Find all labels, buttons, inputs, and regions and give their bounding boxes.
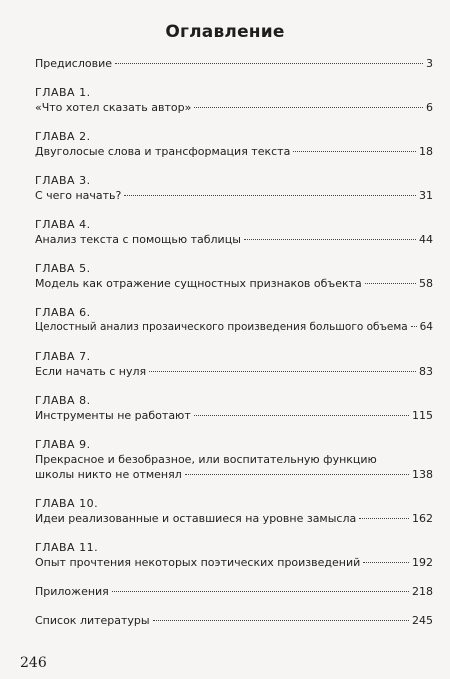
toc-page-number: 245 xyxy=(412,614,433,627)
toc-line xyxy=(35,364,433,379)
toc-line xyxy=(35,144,433,159)
toc-page-number: 138 xyxy=(412,468,433,481)
toc-line xyxy=(35,188,433,203)
toc-entry-title: Предисловие xyxy=(35,57,112,70)
toc-entry-title: С чего начать? xyxy=(35,189,122,202)
toc-entry-title-line-1: Прекрасное и безобразное, или воспитательную функцию xyxy=(35,453,377,466)
dot-leader xyxy=(153,619,409,621)
dot-leader xyxy=(115,62,423,64)
toc-entry-chapter-5 xyxy=(35,261,433,291)
dot-leader xyxy=(365,282,416,284)
dot-leader xyxy=(411,325,417,327)
chapter-label: ГЛАВА 8. xyxy=(35,394,91,407)
chapter-label: ГЛАВА 2. xyxy=(35,130,91,143)
chapter-label: ГЛАВА 4. xyxy=(35,218,91,231)
toc-entry-chapter-11 xyxy=(35,540,433,570)
toc-entry-chapter-2 xyxy=(35,129,433,159)
toc-entry-title: Анализ текста с помощью таблицы xyxy=(35,233,241,246)
toc-entry-title: Если начать с нуля xyxy=(35,365,147,378)
toc-entry-chapter-1 xyxy=(35,85,433,115)
table-of-contents xyxy=(35,52,433,628)
toc-line xyxy=(35,276,433,291)
toc-page-number: 64 xyxy=(419,321,433,333)
toc-page-number: 3 xyxy=(426,57,433,70)
chapter-label: ГЛАВА 1. xyxy=(35,86,91,99)
toc-page-number: 115 xyxy=(412,409,433,422)
dot-leader xyxy=(112,590,409,592)
toc-page-number: 58 xyxy=(419,277,433,290)
toc-entry-preface xyxy=(35,56,433,71)
toc-line xyxy=(35,56,433,71)
chapter-label: ГЛАВА 6. xyxy=(35,306,91,319)
toc-page-number: 18 xyxy=(419,145,433,158)
dot-leader xyxy=(185,473,409,475)
toc-page-number: 83 xyxy=(419,365,433,378)
chapter-label: ГЛАВА 3. xyxy=(35,174,91,187)
toc-entry-chapter-7 xyxy=(35,349,433,379)
toc-entry-appendices xyxy=(35,584,433,599)
dot-leader xyxy=(194,106,423,108)
toc-line xyxy=(35,320,433,335)
toc-page-number: 44 xyxy=(419,233,433,246)
toc-line xyxy=(35,511,433,526)
toc-page-number: 218 xyxy=(412,585,433,598)
toc-entry-chapter-8 xyxy=(35,393,433,423)
toc-line xyxy=(35,555,433,570)
dot-leader xyxy=(359,517,409,519)
toc-line xyxy=(35,467,433,482)
toc-line xyxy=(35,232,433,247)
toc-entry-title: «Что хотел сказать автор» xyxy=(35,101,192,114)
toc-entry-title: Модель как отражение сущностных признаков объекта xyxy=(35,277,362,290)
toc-entry-title: Список литературы xyxy=(35,614,150,627)
dot-leader xyxy=(149,370,416,372)
dot-leader xyxy=(244,238,416,240)
toc-entry-chapter-9 xyxy=(35,437,433,482)
chapter-label: ГЛАВА 10. xyxy=(35,497,99,510)
page-title: Оглавление xyxy=(165,22,285,42)
page-number: 246 xyxy=(20,655,47,671)
toc-entry-title-line-2: школы никто не отменял xyxy=(35,468,182,481)
toc-entry-title: Опыт прочтения некоторых поэтических произведений xyxy=(35,556,361,569)
toc-page-number: 6 xyxy=(426,101,433,114)
toc-entry-title: Целостный анализ прозаического произведения большого объема xyxy=(35,321,408,333)
chapter-label: ГЛАВА 9. xyxy=(35,438,91,451)
toc-line xyxy=(35,584,433,599)
toc-entry-title: Двуголосые слова и трансформация текста xyxy=(35,145,291,158)
toc-entry-bibliography xyxy=(35,613,433,628)
toc-page-number: 192 xyxy=(412,556,433,569)
chapter-label: ГЛАВА 11. xyxy=(35,541,99,554)
toc-line xyxy=(35,100,433,115)
toc-page-number: 162 xyxy=(412,512,433,525)
toc-entry-chapter-3 xyxy=(35,173,433,203)
dot-leader xyxy=(124,194,416,196)
dot-leader xyxy=(363,561,409,563)
toc-entry-chapter-10 xyxy=(35,496,433,526)
chapter-label: ГЛАВА 5. xyxy=(35,262,91,275)
toc-line xyxy=(35,613,433,628)
toc-line xyxy=(35,408,433,423)
dot-leader xyxy=(293,150,416,152)
toc-entry-chapter-6 xyxy=(35,305,433,335)
toc-entry-title: Идеи реализованные и оставшиеся на уровне замысла xyxy=(35,512,357,525)
dot-leader xyxy=(194,414,409,416)
toc-entry-title: Приложения xyxy=(35,585,109,598)
toc-entry-chapter-4 xyxy=(35,217,433,247)
toc-entry-title: Инструменты не работают xyxy=(35,409,191,422)
toc-page-number: 31 xyxy=(419,189,433,202)
chapter-label: ГЛАВА 7. xyxy=(35,350,91,363)
